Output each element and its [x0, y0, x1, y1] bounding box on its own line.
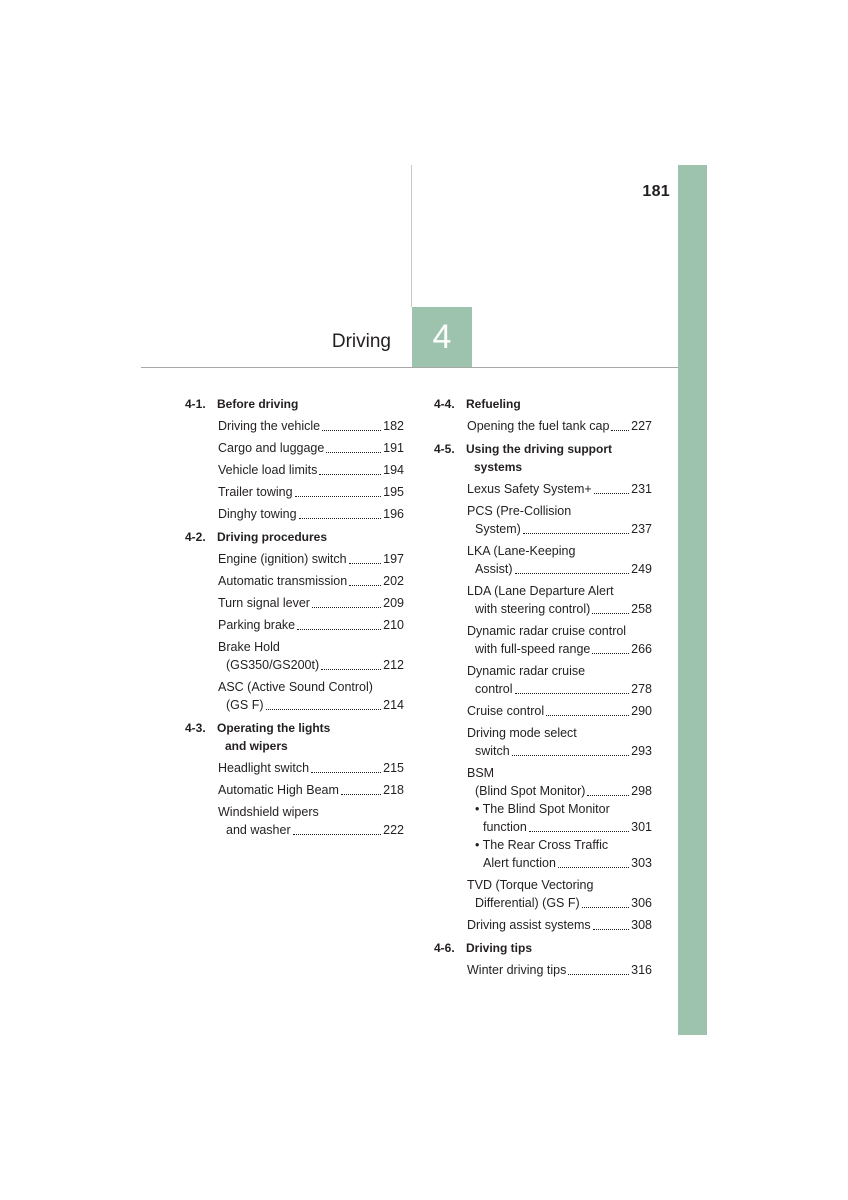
- section-number: 4-6.: [434, 941, 455, 955]
- page-number: 181: [642, 183, 670, 200]
- section-title: [217, 719, 404, 755]
- toc-entry-title-line: Driving mode select: [467, 726, 577, 740]
- toc-entry-page: 308: [631, 918, 652, 932]
- toc-sub-entry-title: Alert function: [483, 856, 556, 870]
- toc-entry[interactable]: [218, 616, 404, 634]
- dot-leader: [319, 474, 381, 475]
- toc-section-heading: [185, 395, 404, 413]
- toc-entry-page: 293: [631, 744, 652, 758]
- toc-entry-page: 306: [631, 896, 652, 910]
- dot-leader: [568, 974, 629, 975]
- toc-entry-title: Headlight switch: [218, 761, 310, 775]
- toc-section-heading: [434, 440, 652, 476]
- section-title-text: Using the driving support: [466, 442, 612, 456]
- dot-leader: [529, 831, 629, 832]
- toc-entry-title: Turn signal lever: [218, 596, 310, 610]
- dot-leader: [582, 907, 629, 908]
- toc-entry-title-line: TVD (Torque Vectoring: [467, 878, 594, 892]
- dot-leader: [311, 772, 381, 773]
- toc-entry-row: [218, 483, 404, 501]
- toc-entry-row: [218, 696, 404, 714]
- toc-entry[interactable]: [218, 678, 404, 714]
- section-number: 4-2.: [185, 530, 206, 544]
- toc-entry-page: 210: [383, 618, 404, 632]
- toc-entry[interactable]: [218, 417, 404, 435]
- toc-entry-page: 196: [383, 507, 404, 521]
- toc-entry[interactable]: [218, 483, 404, 501]
- toc-entry-row: [218, 594, 404, 612]
- toc-entry-title-line: Dynamic radar cruise control: [467, 624, 627, 638]
- toc-entry[interactable]: [218, 505, 404, 523]
- toc-entry-title-line: ASC (Active Sound Control): [218, 680, 373, 694]
- toc-entry-page: 316: [631, 963, 652, 977]
- dot-leader: [593, 929, 630, 930]
- toc-entry-page: 212: [383, 658, 404, 672]
- toc-section-heading: [185, 719, 404, 755]
- toc-entry-title: with full-speed range: [475, 642, 591, 656]
- toc-entry[interactable]: [467, 480, 652, 498]
- toc-sub-entry[interactable]: [475, 836, 652, 872]
- toc-entry[interactable]: [467, 764, 652, 800]
- toc-entry-title: (GS350/GS200t): [226, 658, 320, 672]
- toc-entry-row: [467, 742, 652, 760]
- section-number: 4-1.: [185, 397, 206, 411]
- dot-leader: [594, 493, 629, 494]
- toc-entry[interactable]: [467, 961, 652, 979]
- toc-entry-row: [218, 572, 404, 590]
- toc-entry-title: (GS F): [226, 698, 264, 712]
- dot-leader: [326, 452, 381, 453]
- toc-entry-title: Lexus Safety System+: [467, 482, 592, 496]
- toc-entry-title: Opening the fuel tank cap: [467, 419, 610, 433]
- dot-leader: [558, 867, 629, 868]
- toc-entry-row: [218, 759, 404, 777]
- dot-leader: [349, 563, 382, 564]
- toc-entry[interactable]: [467, 916, 652, 934]
- toc-section-heading: [434, 395, 652, 413]
- header-divider-horizontal: [141, 367, 678, 368]
- toc-entry-page: 227: [631, 419, 652, 433]
- dot-leader: [312, 607, 381, 608]
- section-title: [217, 395, 404, 413]
- toc-entry-title: Driving assist systems: [467, 918, 591, 932]
- toc-entry-title: Driving the vehicle: [218, 419, 321, 433]
- toc-entry-row: [218, 550, 404, 568]
- section-number: 4-5.: [434, 442, 455, 456]
- toc-entry[interactable]: [467, 582, 652, 618]
- toc-entry[interactable]: [467, 622, 652, 658]
- toc-entry-page: 231: [631, 482, 652, 496]
- toc-entry-title: control: [475, 682, 513, 696]
- toc-entry-row: [218, 439, 404, 457]
- toc-section-heading: [434, 939, 652, 957]
- toc-entry-row: [467, 480, 652, 498]
- toc-entry[interactable]: [218, 572, 404, 590]
- toc-entry-page: 266: [631, 642, 652, 656]
- toc-entry[interactable]: [218, 803, 404, 839]
- toc-entry-row: [467, 702, 652, 720]
- toc-entry-title-line: Brake Hold: [218, 640, 280, 654]
- toc-entry-row: [218, 781, 404, 799]
- section-title-text: Operating the lights: [217, 721, 331, 735]
- chapter-title: Driving: [331, 331, 391, 352]
- toc-entry-row: [218, 616, 404, 634]
- toc-entry[interactable]: [467, 876, 652, 912]
- section-title: [466, 440, 652, 476]
- toc-sub-entry[interactable]: [475, 800, 652, 836]
- toc-entry-title: (Blind Spot Monitor): [475, 784, 586, 798]
- toc-entry-title: and washer: [226, 823, 291, 837]
- header-divider-vertical: [411, 165, 412, 307]
- dot-leader: [349, 585, 381, 586]
- dot-leader: [322, 430, 381, 431]
- toc-entry-page: 191: [383, 441, 404, 455]
- toc-entry-row: [218, 656, 404, 674]
- chapter-side-tab: [678, 165, 707, 1035]
- toc-section-heading: [185, 528, 404, 546]
- toc-entry-title: System): [475, 522, 521, 536]
- toc-entry-row: [218, 461, 404, 479]
- toc-entry-row: [467, 894, 652, 912]
- toc-entry-page: 194: [383, 463, 404, 477]
- toc-entry[interactable]: [467, 502, 652, 538]
- dot-leader: [299, 518, 382, 519]
- toc-entry-title-line: LKA (Lane-Keeping: [467, 544, 576, 558]
- toc-entry-page: 215: [383, 761, 404, 775]
- toc-sub-entry-title-line: • The Blind Spot Monitor: [475, 802, 610, 816]
- toc-entry-page: 237: [631, 522, 652, 536]
- section-title: [466, 395, 652, 413]
- section-title-continued: and wipers: [225, 739, 288, 753]
- toc-entry-title: Vehicle load limits: [218, 463, 318, 477]
- toc-entry-title-line: PCS (Pre-Collision: [467, 504, 572, 518]
- toc-entry-page: 195: [383, 485, 404, 499]
- toc-entry-title: Winter driving tips: [467, 963, 567, 977]
- toc-entry-page: 278: [631, 682, 652, 696]
- dot-leader: [515, 573, 630, 574]
- toc-entry-page: 182: [383, 419, 404, 433]
- toc-left-column: [185, 392, 404, 839]
- toc-entry-row: [467, 640, 652, 658]
- toc-entry[interactable]: [218, 461, 404, 479]
- toc-entry-row: [467, 680, 652, 698]
- toc-entry-title: Parking brake: [218, 618, 296, 632]
- toc-entry-title: Assist): [475, 562, 513, 576]
- toc-entry-page: 290: [631, 704, 652, 718]
- toc-entry-title-line: Windshield wipers: [218, 805, 319, 819]
- toc-entry-page: 197: [383, 552, 404, 566]
- toc-sub-entry-row: [475, 854, 652, 872]
- dot-leader: [297, 629, 381, 630]
- section-number: 4-3.: [185, 721, 206, 735]
- section-title-text: Before driving: [217, 397, 299, 411]
- toc-entry-title: Cargo and luggage: [218, 441, 325, 455]
- toc-entry-page: 214: [383, 698, 404, 712]
- dot-leader: [293, 834, 382, 835]
- section-title-text: Driving tips: [466, 941, 533, 955]
- toc-entry-row: [218, 505, 404, 523]
- dot-leader: [321, 669, 381, 670]
- dot-leader: [341, 794, 381, 795]
- dot-leader: [546, 715, 629, 716]
- toc-sub-entry-title-line: • The Rear Cross Traffic: [475, 838, 609, 852]
- toc-entry[interactable]: [467, 702, 652, 720]
- section-number: 4-4.: [434, 397, 455, 411]
- toc-sub-entry-page: 301: [631, 820, 652, 834]
- toc-entry[interactable]: [467, 417, 652, 435]
- toc-entry-row: [467, 782, 652, 800]
- toc-entry-row: [467, 916, 652, 934]
- toc-entry[interactable]: [467, 724, 652, 760]
- dot-leader: [266, 709, 382, 710]
- toc-entry[interactable]: [218, 759, 404, 777]
- toc-entry-title: with steering control): [475, 602, 591, 616]
- toc-entry-page: 258: [631, 602, 652, 616]
- toc-sub-entry-page: 303: [631, 856, 652, 870]
- section-title-text: Refueling: [466, 397, 521, 411]
- toc-sub-entry-row: [475, 818, 652, 836]
- toc-right-column: [434, 392, 652, 979]
- toc-entry[interactable]: [218, 638, 404, 674]
- toc-entry-title: Automatic transmission: [218, 574, 348, 588]
- toc-entry-row: [218, 821, 404, 839]
- toc-entry-title: Dinghy towing: [218, 507, 297, 521]
- toc-entry-title: Differential) (GS F): [475, 896, 580, 910]
- dot-leader: [592, 653, 629, 654]
- toc-entry[interactable]: [218, 439, 404, 457]
- toc-entry[interactable]: [218, 594, 404, 612]
- toc-entry-page: 218: [383, 783, 404, 797]
- section-title: [217, 528, 404, 546]
- dot-leader: [592, 613, 629, 614]
- toc-entry-row: [467, 961, 652, 979]
- toc-entry-page: 202: [383, 574, 404, 588]
- toc-entry-title-line: BSM: [467, 766, 495, 780]
- dot-leader: [611, 430, 629, 431]
- toc-entry-row: [467, 600, 652, 618]
- toc-entry-page: 298: [631, 784, 652, 798]
- toc-entry-row: [467, 417, 652, 435]
- toc-entry[interactable]: [218, 781, 404, 799]
- toc-entry-row: [467, 560, 652, 578]
- section-title-text: Driving procedures: [217, 530, 328, 544]
- toc-sub-entry-title: function: [483, 820, 527, 834]
- dot-leader: [515, 693, 630, 694]
- toc-entry-title: Engine (ignition) switch: [218, 552, 347, 566]
- toc-entry-title: Cruise control: [467, 704, 545, 718]
- dot-leader: [587, 795, 629, 796]
- section-title: [466, 939, 652, 957]
- toc-entry[interactable]: [218, 550, 404, 568]
- toc-entry-title: Automatic High Beam: [218, 783, 339, 797]
- dot-leader: [512, 755, 629, 756]
- toc-entry-page: 249: [631, 562, 652, 576]
- dot-leader: [295, 496, 382, 497]
- toc-entry-title-line: LDA (Lane Departure Alert: [467, 584, 614, 598]
- toc-entry-title: Trailer towing: [218, 485, 293, 499]
- toc-entry[interactable]: [467, 542, 652, 578]
- chapter-number-badge: 4: [412, 307, 472, 367]
- toc-entry-title: switch: [475, 744, 510, 758]
- section-title-continued: systems: [474, 460, 523, 474]
- dot-leader: [523, 533, 629, 534]
- toc-entry-title-line: Dynamic radar cruise: [467, 664, 586, 678]
- toc-entry-page: 222: [383, 823, 404, 837]
- toc-entry-row: [467, 520, 652, 538]
- toc-entry-row: [218, 417, 404, 435]
- toc-entry-page: 209: [383, 596, 404, 610]
- toc-entry[interactable]: [467, 662, 652, 698]
